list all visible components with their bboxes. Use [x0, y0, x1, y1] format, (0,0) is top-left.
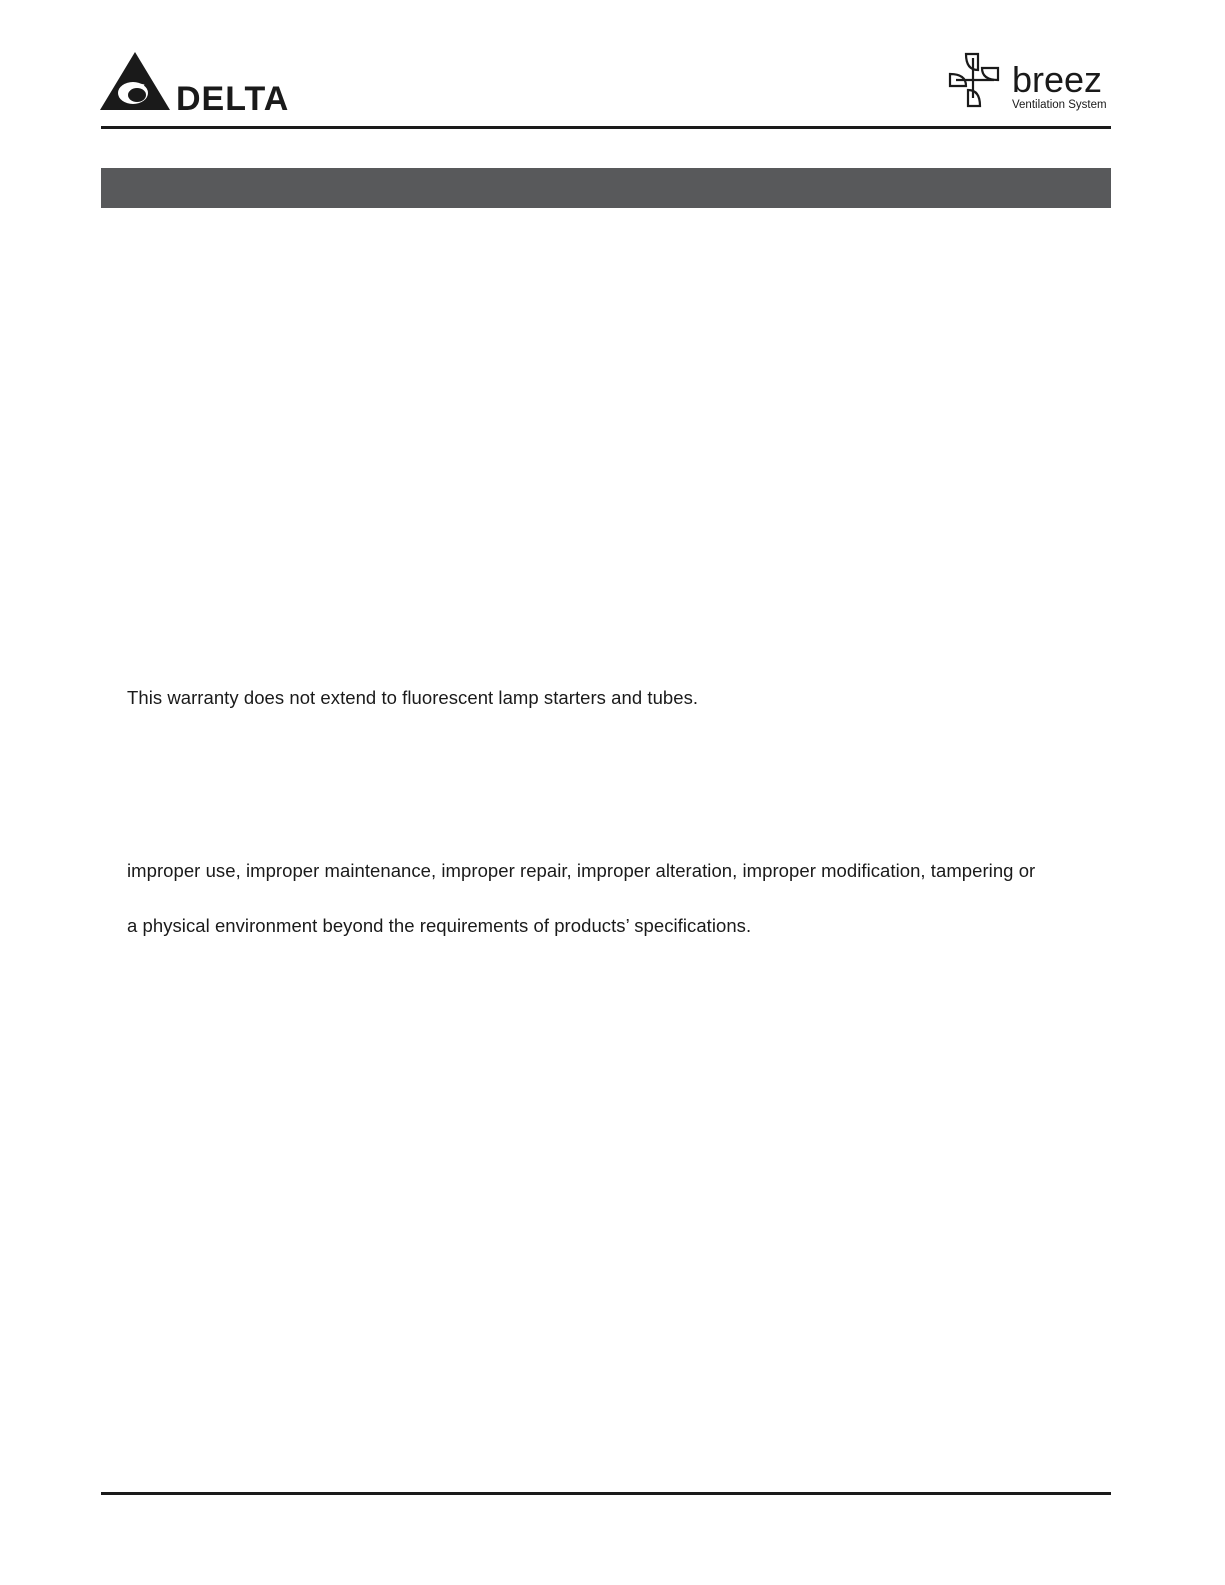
delta-logo: [100, 52, 290, 112]
warranty-improper-use-line: improper use, improper maintenance, improper repair, improper alteration, improper modification, tampering or: [127, 860, 1036, 881]
header-rule: [101, 126, 1111, 129]
footer-rule: [101, 1492, 1111, 1495]
breez-logo: [948, 50, 1114, 112]
delta-logo-wordmark: DELTA: [176, 80, 290, 112]
breez-logo-tagline: Ventilation System: [1012, 99, 1107, 111]
delta-logo-icon: [100, 52, 170, 110]
warranty-environment-line: a physical environment beyond the requirements of products’ specifications.: [127, 915, 752, 936]
section-title-bar: [101, 168, 1111, 208]
breez-logo-wordmark: breez: [1012, 59, 1103, 100]
warranty-exclusion-line: This warranty does not extend to fluorescent lamp starters and tubes.: [127, 687, 699, 708]
breez-logo-icon: [950, 54, 998, 106]
